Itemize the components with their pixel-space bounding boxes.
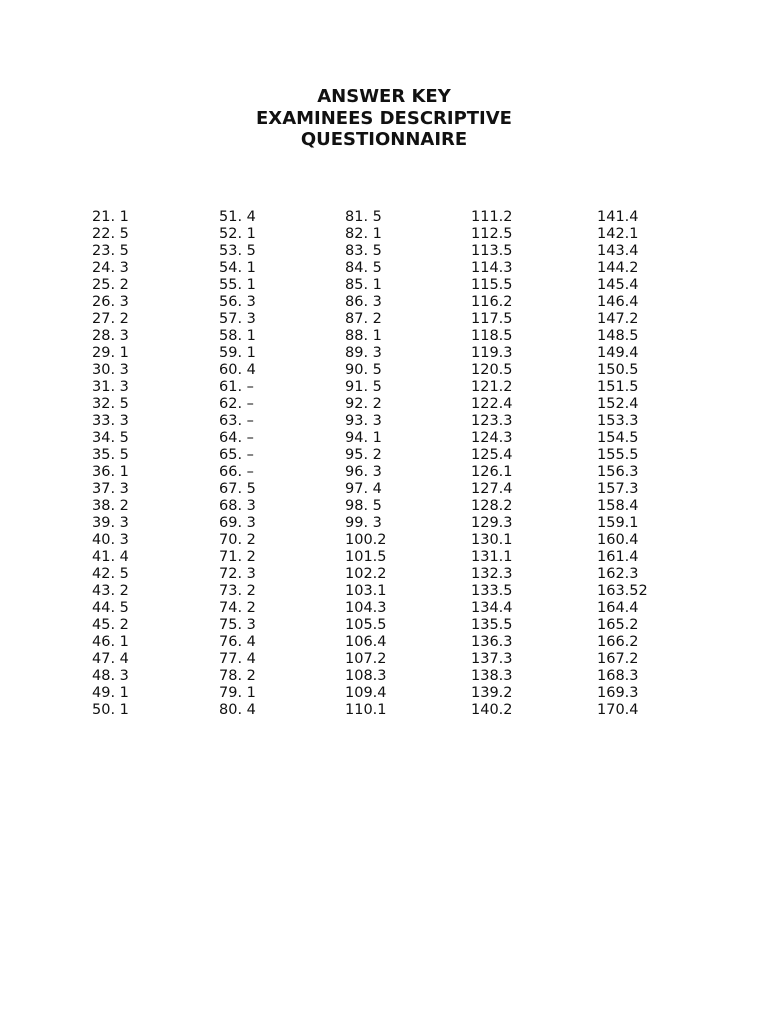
answer-item: 153.3	[597, 413, 639, 430]
answer-item: 140.2	[471, 702, 513, 719]
answer-item: 52. 1	[219, 226, 256, 243]
answer-item: 73. 2	[219, 583, 256, 600]
answer-item: 74. 2	[219, 600, 256, 617]
answer-item: 60. 4	[219, 362, 256, 379]
answer-item: 50. 1	[92, 702, 129, 719]
answer-item: 66. –	[219, 464, 254, 481]
answer-item: 26. 3	[92, 294, 129, 311]
answer-item: 87. 2	[345, 311, 382, 328]
answer-item: 29. 1	[92, 345, 129, 362]
answer-item: 115.5	[471, 277, 513, 294]
answer-item: 110.1	[345, 702, 387, 719]
answer-item: 64. –	[219, 430, 254, 447]
answer-column-2	[219, 209, 256, 719]
answer-item: 146.4	[597, 294, 639, 311]
answer-item: 117.5	[471, 311, 513, 328]
answer-item: 85. 1	[345, 277, 382, 294]
answer-item: 155.5	[597, 447, 639, 464]
answer-item: 151.5	[597, 379, 639, 396]
title-questionnaire: QUESTIONNAIRE	[300, 129, 468, 150]
answer-item: 107.2	[345, 651, 387, 668]
answer-item: 142.1	[597, 226, 639, 243]
answer-item: 78. 2	[219, 668, 256, 685]
answer-item: 170.4	[597, 702, 639, 719]
answer-item: 35. 5	[92, 447, 129, 464]
answer-item: 130.1	[471, 532, 513, 549]
answer-item: 23. 5	[92, 243, 129, 260]
answer-item: 30. 3	[92, 362, 129, 379]
answer-item: 102.2	[345, 566, 387, 583]
answer-item: 79. 1	[219, 685, 256, 702]
answer-item: 80. 4	[219, 702, 256, 719]
answer-item: 25. 2	[92, 277, 129, 294]
answer-item: 145.4	[597, 277, 639, 294]
answer-item: 160.4	[597, 532, 639, 549]
answer-item: 42. 5	[92, 566, 129, 583]
answer-item: 144.2	[597, 260, 639, 277]
answer-item: 133.5	[471, 583, 513, 600]
answer-item: 164.4	[597, 600, 639, 617]
answer-item: 105.5	[345, 617, 387, 634]
answer-item: 44. 5	[92, 600, 129, 617]
answer-item: 118.5	[471, 328, 513, 345]
answer-item: 168.3	[597, 668, 639, 685]
answer-item: 81. 5	[345, 209, 382, 225]
answer-item: 98. 5	[345, 498, 382, 515]
answer-item: 34. 5	[92, 430, 129, 447]
answer-item: 53. 5	[219, 243, 256, 260]
answer-item: 119.3	[471, 345, 513, 362]
answer-item: 161.4	[597, 549, 639, 566]
answer-item: 158.4	[597, 498, 639, 515]
answer-item: 141.4	[597, 209, 639, 225]
answer-item: 97. 4	[345, 481, 382, 498]
answer-item: 51. 4	[219, 209, 256, 225]
answer-item: 134.4	[471, 600, 513, 617]
answer-item: 109.4	[345, 685, 387, 702]
answer-column-4	[471, 209, 513, 719]
answer-item: 89. 3	[345, 345, 382, 362]
answer-item: 114.3	[471, 260, 513, 277]
answer-item: 122.4	[471, 396, 513, 413]
answer-item: 136.3	[471, 634, 513, 651]
answer-item: 70. 2	[219, 532, 256, 549]
answer-item: 33. 3	[92, 413, 129, 430]
answer-item: 22. 5	[92, 226, 129, 243]
answer-item: 106.4	[345, 634, 387, 651]
answer-item: 152.4	[597, 396, 639, 413]
answer-item: 156.3	[597, 464, 639, 481]
answer-item: 101.5	[345, 549, 387, 566]
answer-item: 43. 2	[92, 583, 129, 600]
answer-item: 100.2	[345, 532, 387, 549]
answer-item: 61. –	[219, 379, 254, 396]
answer-item: 157.3	[597, 481, 639, 498]
answer-item: 112.5	[471, 226, 513, 243]
answer-item: 41. 4	[92, 549, 129, 566]
answer-column-1	[92, 209, 129, 719]
answer-item: 36. 1	[92, 464, 129, 481]
answer-item: 76. 4	[219, 634, 256, 651]
answer-item: 67. 5	[219, 481, 256, 498]
answer-item: 138.3	[471, 668, 513, 685]
answer-item: 90. 5	[345, 362, 382, 379]
answer-item: 125.4	[471, 447, 513, 464]
answer-item: 127.4	[471, 481, 513, 498]
answer-item: 163.52	[597, 583, 648, 600]
answer-item: 167.2	[597, 651, 639, 668]
answer-column-5	[597, 209, 648, 719]
answer-item: 88. 1	[345, 328, 382, 345]
answer-item: 32. 5	[92, 396, 129, 413]
answer-item: 95. 2	[345, 447, 382, 464]
title-examinees-descriptive: EXAMINEES DESCRIPTIVE	[256, 108, 512, 129]
answer-item: 28. 3	[92, 328, 129, 345]
answer-item: 154.5	[597, 430, 639, 447]
answer-item: 72. 3	[219, 566, 256, 583]
answer-item: 49. 1	[92, 685, 129, 702]
answer-item: 40. 3	[92, 532, 129, 549]
answer-item: 75. 3	[219, 617, 256, 634]
answer-item: 39. 3	[92, 515, 129, 532]
answer-item: 55. 1	[219, 277, 256, 294]
answer-item: 21. 1	[92, 209, 129, 225]
answer-item: 137.3	[471, 651, 513, 668]
answer-item: 159.1	[597, 515, 639, 532]
answer-item: 63. –	[219, 413, 254, 430]
answer-item: 94. 1	[345, 430, 382, 447]
answer-item: 162.3	[597, 566, 639, 583]
answer-item: 116.2	[471, 294, 513, 311]
answer-item: 126.1	[471, 464, 513, 481]
answer-item: 139.2	[471, 685, 513, 702]
answer-item: 103.1	[345, 583, 387, 600]
answer-item: 113.5	[471, 243, 513, 260]
answer-item: 121.2	[471, 379, 513, 396]
answer-item: 143.4	[597, 243, 639, 260]
answer-item: 166.2	[597, 634, 639, 651]
answer-item: 169.3	[597, 685, 639, 702]
answer-item: 57. 3	[219, 311, 256, 328]
answer-item: 31. 3	[92, 379, 129, 396]
answer-item: 111.2	[471, 209, 513, 225]
answer-item: 135.5	[471, 617, 513, 634]
answer-item: 91. 5	[345, 379, 382, 396]
answer-item: 46. 1	[92, 634, 129, 651]
answer-item: 132.3	[471, 566, 513, 583]
answer-item: 131.1	[471, 549, 513, 566]
answer-item: 165.2	[597, 617, 639, 634]
answer-item: 59. 1	[219, 345, 256, 362]
answer-item: 128.2	[471, 498, 513, 515]
answer-item: 27. 2	[92, 311, 129, 328]
answer-item: 129.3	[471, 515, 513, 532]
answer-item: 24. 3	[92, 260, 129, 277]
answer-item: 68. 3	[219, 498, 256, 515]
answer-item: 84. 5	[345, 260, 382, 277]
answer-item: 65. –	[219, 447, 254, 464]
answer-item: 148.5	[597, 328, 639, 345]
answer-item: 82. 1	[345, 226, 382, 243]
answer-item: 45. 2	[92, 617, 129, 634]
answer-item: 86. 3	[345, 294, 382, 311]
answer-item: 120.5	[471, 362, 513, 379]
answer-item: 38. 2	[92, 498, 129, 515]
answer-column-3	[345, 209, 387, 719]
answer-item: 58. 1	[219, 328, 256, 345]
answer-item: 93. 3	[345, 413, 382, 430]
answer-item: 149.4	[597, 345, 639, 362]
answer-item: 108.3	[345, 668, 387, 685]
title-answer-key: ANSWER KEY	[317, 86, 451, 107]
answer-item: 77. 4	[219, 651, 256, 668]
answer-item: 104.3	[345, 600, 387, 617]
answer-item: 150.5	[597, 362, 639, 379]
answer-item: 54. 1	[219, 260, 256, 277]
answer-item: 56. 3	[219, 294, 256, 311]
answer-item: 124.3	[471, 430, 513, 447]
answer-item: 96. 3	[345, 464, 382, 481]
answer-item: 71. 2	[219, 549, 256, 566]
answer-item: 123.3	[471, 413, 513, 430]
answer-item: 92. 2	[345, 396, 382, 413]
answer-item: 48. 3	[92, 668, 129, 685]
answer-item: 69. 3	[219, 515, 256, 532]
answer-item: 83. 5	[345, 243, 382, 260]
answer-item: 47. 4	[92, 651, 129, 668]
answer-item: 37. 3	[92, 481, 129, 498]
answer-item: 62. –	[219, 396, 254, 413]
answer-item: 147.2	[597, 311, 639, 328]
answer-item: 99. 3	[345, 515, 382, 532]
